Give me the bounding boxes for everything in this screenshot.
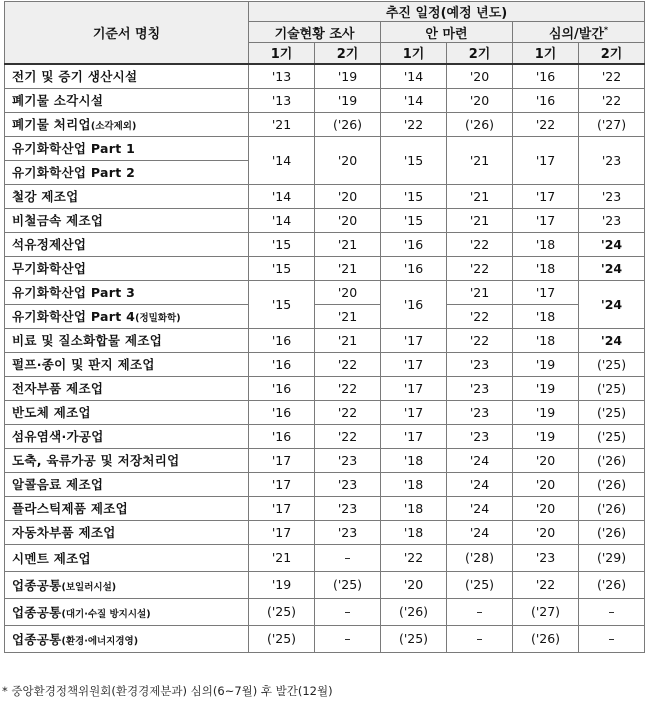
cell-value: '15 xyxy=(381,208,447,232)
header-phase: 2기 xyxy=(579,43,645,64)
cell-value: '17 xyxy=(381,376,447,400)
row-name: 비철금속 제조업 xyxy=(5,208,249,232)
row-name: 반도체 제조업 xyxy=(5,400,249,424)
row-name: 유기화학산업 Part 3 xyxy=(5,280,249,304)
cell-value: ('26) xyxy=(513,625,579,652)
cell-value: '17 xyxy=(513,136,579,184)
cell-value: '14 xyxy=(249,184,315,208)
cell-value: '22 xyxy=(447,328,513,352)
header-group-draft: 안 마련 xyxy=(381,22,513,43)
cell-value: '16 xyxy=(249,400,315,424)
table-row xyxy=(5,328,645,352)
cell-value: – xyxy=(315,598,381,625)
cell-value: ('25) xyxy=(579,424,645,448)
row-name-text: 업종공통 xyxy=(12,631,62,647)
cell-value: '14 xyxy=(249,136,315,184)
cell-value: '23 xyxy=(447,352,513,376)
cell-value: '14 xyxy=(381,64,447,89)
table-row xyxy=(5,571,645,598)
row-name: 도축, 육류가공 및 저장처리업 xyxy=(5,448,249,472)
table-row xyxy=(5,520,645,544)
cell-value: ('25) xyxy=(381,625,447,652)
row-name: 섬유염색·가공업 xyxy=(5,424,249,448)
cell-value: '23 xyxy=(579,208,645,232)
cell-value: – xyxy=(579,625,645,652)
row-name: 무기화학산업 xyxy=(5,256,249,280)
cell-value: '20 xyxy=(447,88,513,112)
cell-value: '16 xyxy=(249,328,315,352)
cell-value: '24 xyxy=(447,496,513,520)
cell-value: '17 xyxy=(513,208,579,232)
header-phase: 1기 xyxy=(513,43,579,64)
cell-value: '20 xyxy=(315,208,381,232)
cell-value: '23 xyxy=(513,544,579,571)
table-row xyxy=(5,625,645,652)
cell-value: ('26) xyxy=(579,496,645,520)
cell-value: '17 xyxy=(513,280,579,304)
table-row xyxy=(5,544,645,571)
cell-value: ('29) xyxy=(579,544,645,571)
table-row xyxy=(5,598,645,625)
row-name: 자동차부품 제조업 xyxy=(5,520,249,544)
cell-value: ('25) xyxy=(249,598,315,625)
cell-value: '21 xyxy=(447,136,513,184)
cell-value: '18 xyxy=(513,256,579,280)
row-name: 알콜음료 제조업 xyxy=(5,472,249,496)
row-name: 유기화학산업 Part 1 xyxy=(5,136,249,160)
cell-value: '20 xyxy=(513,496,579,520)
cell-value: '24 xyxy=(579,280,645,328)
cell-value: '23 xyxy=(315,448,381,472)
table-row xyxy=(5,112,645,136)
cell-value: '21 xyxy=(315,256,381,280)
cell-value: '17 xyxy=(249,496,315,520)
cell-value: '21 xyxy=(249,112,315,136)
cell-value: '23 xyxy=(447,400,513,424)
cell-value: '21 xyxy=(315,328,381,352)
cell-value: ('25) xyxy=(447,571,513,598)
row-name: 전자부품 제조업 xyxy=(5,376,249,400)
cell-value: '16 xyxy=(513,88,579,112)
cell-value: ('26) xyxy=(447,112,513,136)
cell-value: '15 xyxy=(249,280,315,328)
cell-value: ('25) xyxy=(579,400,645,424)
table-row xyxy=(5,400,645,424)
cell-value: '21 xyxy=(447,208,513,232)
cell-value: '24 xyxy=(579,328,645,352)
row-name: 폐기물 소각시설 xyxy=(5,88,249,112)
header-phase: 2기 xyxy=(447,43,513,64)
table-row xyxy=(5,88,645,112)
cell-value: '20 xyxy=(447,64,513,89)
cell-value: ('26) xyxy=(579,520,645,544)
cell-value: '15 xyxy=(249,256,315,280)
cell-value: '22 xyxy=(447,256,513,280)
cell-value: – xyxy=(447,625,513,652)
table-row xyxy=(5,424,645,448)
header-group-survey: 기술현황 조사 xyxy=(249,22,381,43)
cell-value: '16 xyxy=(381,256,447,280)
row-name-text: 폐기물 처리업 xyxy=(12,117,91,132)
cell-value: '18 xyxy=(381,472,447,496)
schedule-table xyxy=(4,1,645,653)
cell-value: '22 xyxy=(315,400,381,424)
cell-value: '17 xyxy=(381,424,447,448)
cell-value: '15 xyxy=(249,232,315,256)
cell-value: '19 xyxy=(315,88,381,112)
row-name: 비료 및 질소화합물 제조업 xyxy=(5,328,249,352)
row-name-text: 업종공통 xyxy=(12,577,62,593)
table-row xyxy=(5,496,645,520)
cell-value: '23 xyxy=(315,496,381,520)
table-row xyxy=(5,376,645,400)
cell-value: '24 xyxy=(579,256,645,280)
cell-value: '18 xyxy=(381,496,447,520)
row-name-note: (환경·에너지경영) xyxy=(61,635,139,647)
header-group-review-label: 심의/발간 xyxy=(548,26,604,42)
header-name-column: 기준서 명칭 xyxy=(5,2,249,64)
cell-value: '18 xyxy=(513,232,579,256)
header-schedule: 추진 일정(예정 년도) xyxy=(249,2,645,22)
cell-value: '22 xyxy=(513,571,579,598)
table-body xyxy=(5,64,645,653)
row-name-text: 유기화학산업 Part 4 xyxy=(12,309,136,324)
cell-value: '17 xyxy=(381,400,447,424)
cell-value: '24 xyxy=(579,232,645,256)
row-name xyxy=(5,304,249,328)
cell-value: '18 xyxy=(381,520,447,544)
header-phase: 2기 xyxy=(315,43,381,64)
cell-value: '20 xyxy=(315,280,381,304)
table-row xyxy=(5,256,645,280)
header-phase: 1기 xyxy=(249,43,315,64)
cell-value: ('25) xyxy=(249,625,315,652)
cell-value: '19 xyxy=(513,400,579,424)
cell-value: '13 xyxy=(249,64,315,89)
table-row xyxy=(5,184,645,208)
row-name: 유기화학산업 Part 2 xyxy=(5,160,249,184)
cell-value: '24 xyxy=(447,520,513,544)
cell-value: ('25) xyxy=(315,571,381,598)
table-header xyxy=(5,2,645,64)
cell-value: '22 xyxy=(315,352,381,376)
cell-value: '18 xyxy=(513,304,579,328)
cell-value: '13 xyxy=(249,88,315,112)
cell-value: '17 xyxy=(249,448,315,472)
row-name-note: (소각제외) xyxy=(90,121,137,132)
row-name-note: (정밀화학) xyxy=(135,313,181,324)
table-row xyxy=(5,136,645,160)
cell-value: '20 xyxy=(315,184,381,208)
cell-value: '22 xyxy=(579,64,645,89)
cell-value: '16 xyxy=(513,64,579,89)
cell-value: '21 xyxy=(447,184,513,208)
cell-value: '16 xyxy=(249,424,315,448)
cell-value: ('26) xyxy=(579,571,645,598)
row-name: 전기 및 증기 생산시설 xyxy=(5,64,249,89)
cell-value: '21 xyxy=(249,544,315,571)
cell-value: '21 xyxy=(447,280,513,304)
cell-value: '22 xyxy=(447,232,513,256)
cell-value: – xyxy=(447,598,513,625)
row-name: 철강 제조업 xyxy=(5,184,249,208)
cell-value: '17 xyxy=(381,328,447,352)
cell-value: '20 xyxy=(513,448,579,472)
cell-value: – xyxy=(315,625,381,652)
cell-value: '16 xyxy=(249,376,315,400)
row-name xyxy=(5,112,249,136)
footnote-mark: * xyxy=(603,25,609,35)
cell-value: '22 xyxy=(513,112,579,136)
cell-value: '17 xyxy=(249,520,315,544)
table-row xyxy=(5,472,645,496)
cell-value: '15 xyxy=(381,136,447,184)
cell-value: ('25) xyxy=(579,376,645,400)
cell-value: ('26) xyxy=(315,112,381,136)
row-name-note: (보일러시설) xyxy=(61,581,117,593)
row-name xyxy=(5,598,249,625)
cell-value: '22 xyxy=(381,544,447,571)
cell-value: '19 xyxy=(249,571,315,598)
cell-value: '22 xyxy=(315,424,381,448)
table-row xyxy=(5,208,645,232)
cell-value: '17 xyxy=(381,352,447,376)
cell-value: '23 xyxy=(579,184,645,208)
header-group-review xyxy=(513,22,645,43)
cell-value: '21 xyxy=(315,232,381,256)
cell-value: '23 xyxy=(447,424,513,448)
cell-value: '23 xyxy=(579,136,645,184)
cell-value: ('26) xyxy=(579,472,645,496)
cell-value: '19 xyxy=(513,352,579,376)
cell-value: '18 xyxy=(381,448,447,472)
table-row xyxy=(5,304,645,328)
cell-value: '24 xyxy=(447,472,513,496)
cell-value: ('28) xyxy=(447,544,513,571)
cell-value: '20 xyxy=(513,520,579,544)
cell-value: '24 xyxy=(447,448,513,472)
footnote: * 중앙환경정책위원회(환경경제분과) 심의(6~7월) 후 발간(12월) xyxy=(2,684,333,698)
cell-value: '18 xyxy=(513,328,579,352)
cell-value: '22 xyxy=(315,376,381,400)
cell-value: '17 xyxy=(513,184,579,208)
table-row xyxy=(5,232,645,256)
cell-value: '23 xyxy=(447,376,513,400)
cell-value: ('25) xyxy=(579,352,645,376)
cell-value: '16 xyxy=(381,232,447,256)
cell-value: '21 xyxy=(315,304,381,328)
cell-value: '20 xyxy=(315,136,381,184)
cell-value: – xyxy=(579,598,645,625)
cell-value: '23 xyxy=(315,520,381,544)
table-row xyxy=(5,352,645,376)
cell-value: '15 xyxy=(381,184,447,208)
cell-value: '22 xyxy=(381,112,447,136)
cell-value: ('27) xyxy=(579,112,645,136)
cell-value: '16 xyxy=(249,352,315,376)
row-name xyxy=(5,571,249,598)
row-name: 펄프·종이 및 판지 제조업 xyxy=(5,352,249,376)
cell-value: ('26) xyxy=(579,448,645,472)
table-row xyxy=(5,64,645,89)
cell-value: '22 xyxy=(579,88,645,112)
cell-value: '14 xyxy=(381,88,447,112)
cell-value: ('27) xyxy=(513,598,579,625)
cell-value: '16 xyxy=(381,280,447,328)
row-name xyxy=(5,625,249,652)
cell-value: '23 xyxy=(315,472,381,496)
row-name: 플라스틱제품 제조업 xyxy=(5,496,249,520)
row-name-text: 업종공통 xyxy=(12,604,62,620)
cell-value: – xyxy=(315,544,381,571)
table-row xyxy=(5,448,645,472)
table-row xyxy=(5,280,645,304)
header-phase: 1기 xyxy=(381,43,447,64)
cell-value: '19 xyxy=(315,64,381,89)
cell-value: '17 xyxy=(249,472,315,496)
cell-value: '20 xyxy=(381,571,447,598)
cell-value: '19 xyxy=(513,424,579,448)
cell-value: '22 xyxy=(447,304,513,328)
cell-value: '14 xyxy=(249,208,315,232)
cell-value: '19 xyxy=(513,376,579,400)
row-name-note: (대기·수질 방지시설) xyxy=(61,608,151,620)
row-name: 시멘트 제조업 xyxy=(5,544,249,571)
row-name: 석유정제산업 xyxy=(5,232,249,256)
cell-value: ('26) xyxy=(381,598,447,625)
cell-value: '20 xyxy=(513,472,579,496)
